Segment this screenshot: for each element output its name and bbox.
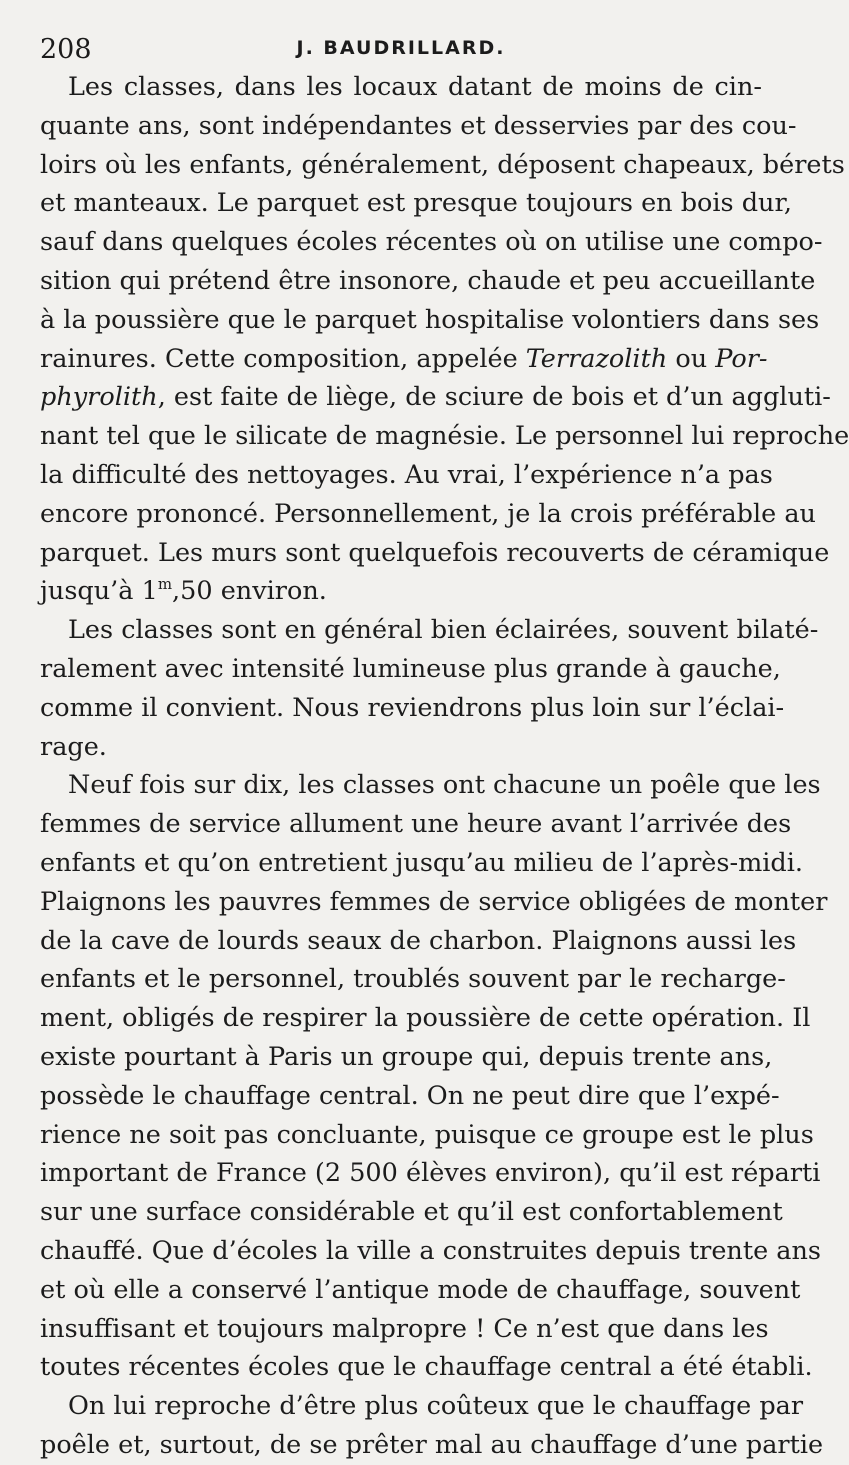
text-line: enfants et qu’on entretient jusqu’au milieu de l’après-midi.: [40, 847, 803, 878]
text-run: ou: [667, 343, 716, 374]
text-line: [40, 340, 768, 379]
text-line: et manteaux. Le parquet est presque toujours en bois dur,: [40, 188, 792, 219]
text-run: ,50 environ.: [172, 576, 327, 607]
text-line: ralement avec intensité lumineuse plus grande à gauche,: [40, 653, 781, 684]
text-line: encore prononcé. Personnellement, je la crois préférable au: [40, 498, 816, 529]
text-line: chauffé. Que d’écoles la ville a construites depuis trente ans: [40, 1235, 822, 1266]
text-line: quante ans, sont indépendantes et desservies par des cou-: [40, 110, 797, 141]
text-line: et où elle a conservé l’antique mode de chauffage, souvent: [40, 1274, 801, 1305]
text-line: comme il convient. Nous reviendrons plus loin sur l’éclai-: [40, 692, 785, 723]
text-line: important de France (2 500 élèves environ), qu’il est réparti: [40, 1158, 821, 1189]
text-line: sur une surface considérable et qu’il est confortablement: [40, 1197, 783, 1228]
text-line: la difficulté des nettoyages. Au vrai, l’expérience n’a pas: [40, 459, 773, 490]
superscript: m: [157, 575, 173, 594]
page-header: [40, 0, 762, 68]
text-line: de la cave de lourds seaux de charbon. Plaignons aussi les: [40, 925, 797, 956]
text-line: poêle et, surtout, de se prêter mal au chauffage d’une partie: [40, 1429, 824, 1460]
page-number: 208: [40, 34, 92, 65]
paragraph-central-heating: [40, 1387, 824, 1465]
text-line: rage.: [40, 731, 107, 762]
text-run: rainures. Cette composition, appelée: [40, 343, 526, 374]
paragraph-heating: [40, 766, 828, 1387]
text-line: ment, obligés de respirer la poussière de cette opération. Il: [40, 1003, 811, 1034]
text-line: toutes récentes écoles que le chauffage central a été établi.: [40, 1352, 813, 1383]
text-line: [40, 572, 762, 611]
text-line: à la poussière que le parquet hospitalise volontiers dans ses: [40, 304, 820, 335]
text-line: Neuf fois sur dix, les classes ont chacune un poêle que les: [68, 770, 821, 801]
text-line: insuffisant et toujours malpropre ! Ce n’est que dans les: [40, 1313, 769, 1344]
text-line: sauf dans quelques écoles récentes où on utilise une compo-: [40, 227, 823, 258]
text-line: possède le chauffage central. On ne peut dire que l’expé-: [40, 1080, 780, 1111]
text-line: enfants et le personnel, troublés souvent par le recharge-: [40, 964, 786, 995]
text-line: existe pourtant à Paris un groupe qui, depuis trente ans,: [40, 1041, 773, 1072]
italic-term: phyrolith: [40, 382, 158, 413]
text-line: rience ne soit pas concluante, puisque ce groupe est le plus: [40, 1119, 814, 1150]
text-line: [40, 378, 831, 417]
text-line: parquet. Les murs sont quelquefois recouverts de céramique: [40, 537, 830, 568]
paragraph-lighting: [40, 611, 819, 766]
text-line: femmes de service allument une heure avant l’arrivée des: [40, 809, 792, 840]
text-line: loirs où les enfants, généralement, déposent chapeaux, bérets: [40, 149, 845, 180]
text-line: sition qui prétend être insonore, chaude et peu accueillante: [40, 265, 816, 296]
text-line: Les classes sont en général bien éclairées, souvent bilaté-: [68, 615, 819, 646]
text-run: jusqu’à 1: [40, 576, 158, 607]
italic-term: Terrazolith: [525, 343, 668, 374]
paragraph-classrooms: [40, 68, 849, 611]
italic-term: Por-: [715, 343, 768, 374]
running-head: J. BAUDRILLARD.: [296, 37, 506, 59]
text-line: Les classes, dans les locaux datant de moins de cin-: [68, 72, 762, 102]
text-line: nant tel que le silicate de magnésie. Le personnel lui reproche: [40, 421, 849, 452]
text-line: Plaignons les pauvres femmes de service obligées de monter: [40, 886, 828, 917]
text-run: , est faite de liège, de sciure de bois et d’un aggluti-: [157, 382, 831, 413]
text-line: On lui reproche d’être plus coûteux que le chauffage par: [68, 1391, 804, 1422]
